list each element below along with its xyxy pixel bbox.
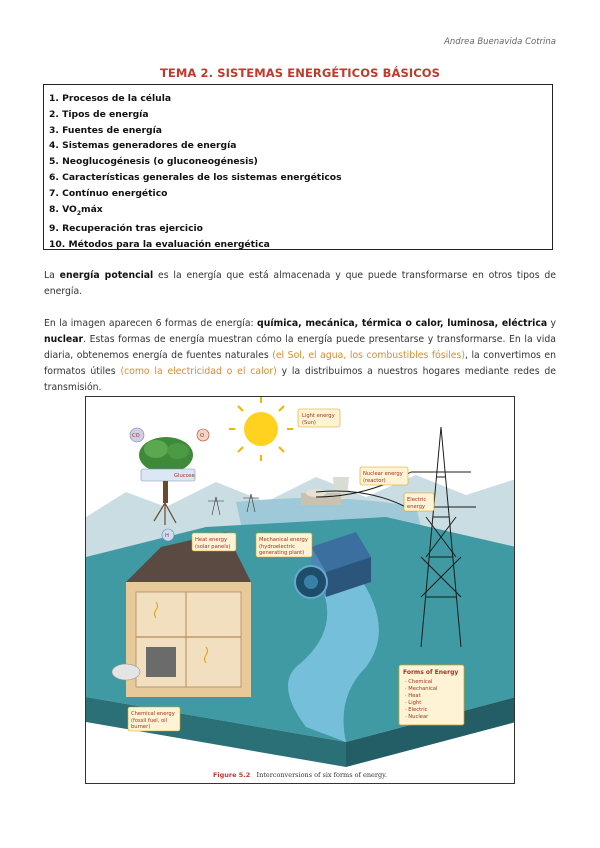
glucose-text: Glucose	[174, 473, 195, 479]
toc-item: 6. Características generales de los sistemas energéticos	[49, 171, 342, 183]
label-mechanical-energy	[256, 533, 312, 557]
toc-item: 5. Neoglucogénesis (o gluconeogénesis)	[49, 156, 258, 168]
svg-text:· Mechanical: · Mechanical	[405, 686, 438, 692]
paragraph-energy-forms	[44, 316, 556, 396]
toc-item: 9. Recuperación tras ejercicio	[49, 223, 203, 235]
toc-item-suffix: máx	[81, 203, 103, 215]
text: , la convertimos en formatos útiles	[44, 350, 556, 377]
toc-item: 4. Sistemas generadores de energía	[49, 140, 237, 152]
svg-text:(fossil fuel, oil: (fossil fuel, oil	[131, 718, 168, 724]
toc-item: 3. Fuentes de energía	[49, 124, 162, 136]
h2o-text: H	[165, 533, 169, 539]
svg-text:Heat energy: Heat energy	[195, 537, 228, 543]
label-chemical-energy	[128, 707, 180, 731]
toc-item-vo2max	[49, 202, 552, 222]
svg-text:· Nuclear: · Nuclear	[405, 714, 429, 720]
svg-text:(reactor): (reactor)	[363, 478, 386, 484]
figure-number: Figure 5.2	[212, 771, 251, 779]
toc-item: 2. Tipos de energía	[49, 108, 149, 120]
table-of-contents	[43, 84, 553, 250]
bold-term: energía potencial	[59, 270, 154, 281]
co2-text: CO	[132, 433, 140, 439]
bold-term: química, mecánica, térmica o calor, luminosa, eléctrica	[257, 318, 548, 329]
label-nuclear-energy	[360, 467, 408, 485]
toc-subscript: 2	[76, 209, 82, 217]
figure-caption	[86, 771, 514, 779]
svg-text:· Chemical: · Chemical	[405, 679, 433, 685]
highlight-text: (el Sol, el agua, los combustibles fósiles)	[272, 350, 465, 361]
svg-text:· Heat: · Heat	[405, 693, 421, 699]
svg-text:(hydroelectric: (hydroelectric	[259, 544, 296, 550]
highlight-text: (como la electricidad o el calor)	[120, 366, 277, 377]
label-light-energy	[298, 409, 340, 427]
bold-term: nuclear	[44, 334, 84, 345]
author-name: Andrea Buenavida Cotrina	[444, 37, 556, 47]
svg-text:Nuclear energy: Nuclear energy	[363, 471, 403, 477]
figure-caption-text: Interconversions of six forms of energy.	[256, 771, 388, 779]
toc-item: 1. Procesos de la célula	[49, 93, 172, 104]
toc-item: 7. Contínuo energético	[49, 187, 168, 199]
svg-text:Light energy: Light energy	[302, 413, 335, 419]
text: es la energía que está almacenada y que puede transformarse en otros tipos de energía.	[44, 270, 556, 297]
svg-text:· Light: · Light	[405, 700, 422, 706]
svg-text:Forms of Energy: Forms of Energy	[403, 669, 459, 676]
svg-text:(Sun): (Sun)	[302, 420, 316, 426]
svg-text:(solar panels): (solar panels)	[195, 544, 231, 550]
energy-illustration	[86, 397, 515, 784]
svg-text:· Electric: · Electric	[405, 707, 428, 713]
forms-of-energy-legend	[399, 665, 464, 725]
paragraph-potential-energy	[44, 268, 556, 300]
toc-item-text: 8. VO	[49, 203, 77, 215]
svg-text:Chemical energy: Chemical energy	[131, 711, 175, 717]
svg-text:generating plant): generating plant)	[259, 550, 305, 556]
text: La	[44, 270, 60, 281]
energy-forms-figure	[85, 396, 515, 784]
label-electric-energy	[404, 493, 434, 511]
page-title: TEMA 2. SISTEMAS ENERGÉTICOS BÁSICOS	[159, 66, 441, 80]
svg-text:Electric: Electric	[407, 497, 427, 503]
label-heat-energy	[192, 533, 236, 551]
svg-text:Mechanical energy: Mechanical energy	[259, 537, 308, 543]
toc-item: 10. Métodos para la evaluación energética	[49, 239, 270, 250]
svg-text:burner): burner)	[131, 724, 151, 730]
text: En la imagen aparecen 6 formas de energía:	[44, 318, 258, 329]
o2-text: O	[200, 433, 205, 439]
text: y	[547, 318, 556, 329]
svg-text:energy: energy	[407, 504, 426, 510]
text: y la distribuimos a nuestros hogares mediante redes de transmisión.	[44, 366, 557, 393]
text: . Estas formas de energía muestran cómo la energía puede presentarse y transformarse. En la vida diaria, obtenemos energía de fuentes naturales	[44, 334, 556, 361]
